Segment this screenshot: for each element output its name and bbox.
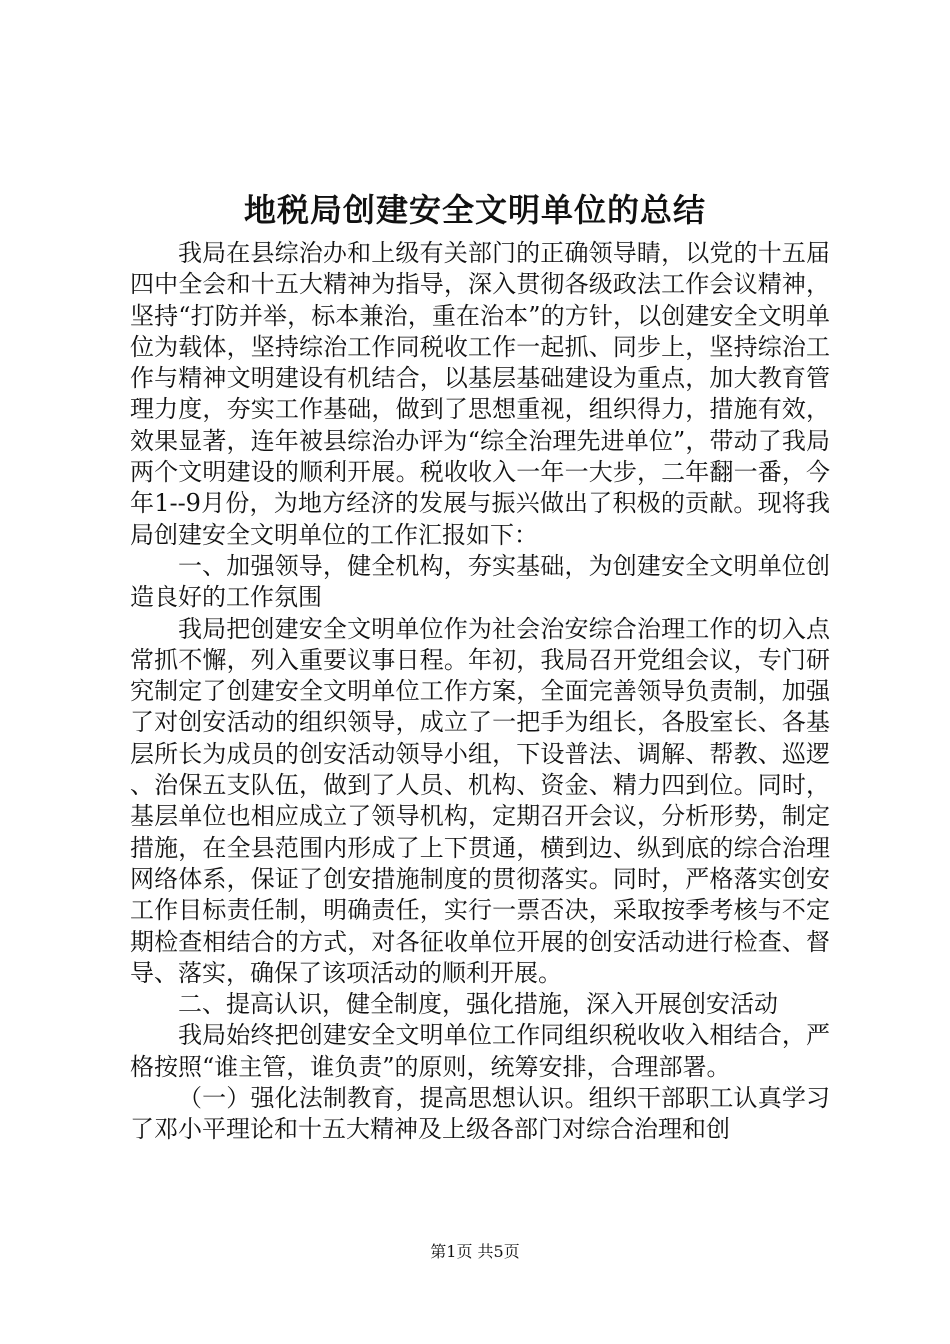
paragraph-section-2: 我局始终把创建安全文明单位工作同组织税收收入相结合，严格按照“谁主管，谁负责”的原则，统筹安排，合理部署。: [130, 1021, 830, 1081]
paragraph-intro: 我局在县综治办和上级有关部门的正确领导睛，以党的十五届四中全会和十五大精神为指导，深入贯彻各级政法工作会议精神，坚持“打防并举，标本兼治，重在治本”的方针，以创建安全文明单位为载体，坚持综治工作同税收工作一起抓、同步上，坚持综治工作与精神文明建设有机结合，以基层基础建设为重点，加大教育管理力度，夯实工作基础，做到了思想重视，组织得力，措施有效，效果显著，连年被县综治办评为“综全治理先进单位”，带动了我局两个文明建设的顺利开展。税收收入一年一大步，二年翻一番，今年1--9月份，为地方经济的发展与振兴做出了积极的贡献。现将我局创建安全文明单位的工作汇报如下：: [130, 239, 830, 549]
page-number-footer: 第1页 共5页: [430, 1242, 520, 1261]
section-heading-1: 一、加强领导，健全机构，夯实基础，为创建安全文明单位创造良好的工作氛围: [130, 551, 830, 612]
document-title: 地税局创建安全文明单位的总结: [243, 191, 706, 229]
document-body: [130, 238, 830, 1146]
paragraph-subsection-1: （一）强化法制教育，提高思想认识。组织干部职工认真学习了邓小平理论和十五大精神及上级各部门对综合治理和创: [130, 1084, 830, 1144]
section-heading-2: 二、提高认识，健全制度，强化措施，深入开展创安活动: [178, 990, 778, 1019]
paragraph-section-1: 我局把创建安全文明单位作为社会治安综合治理工作的切入点常抓不懈，列入重要议事日程。年初，我局召开党组会议，专门研究制定了创建安全文明单位工作方案，全面完善领导负责制，加强了对创安活动的组织领导，成立了一把手为组长，各股室长、各基层所长为成员的创安活动领导小组，下设普法、调解、帮教、巡逻、治保五支队伍，做到了人员、机构、资金、精力四到位。同时，基层单位也相应成立了领导机构，定期召开会议，分析形势，制定措施，在全县范围内形成了上下贯通，横到边、纵到底的综合治理网络体系，保证了创安措施制度的贯彻落实。同时，严格落实创安工作目标责任制，明确责任，实行一票否决，采取按季考核与不定期检查相结合的方式，对各征收单位开展的创安活动进行检查、督导、落实，确保了该项活动的顺利开展。: [130, 614, 830, 987]
